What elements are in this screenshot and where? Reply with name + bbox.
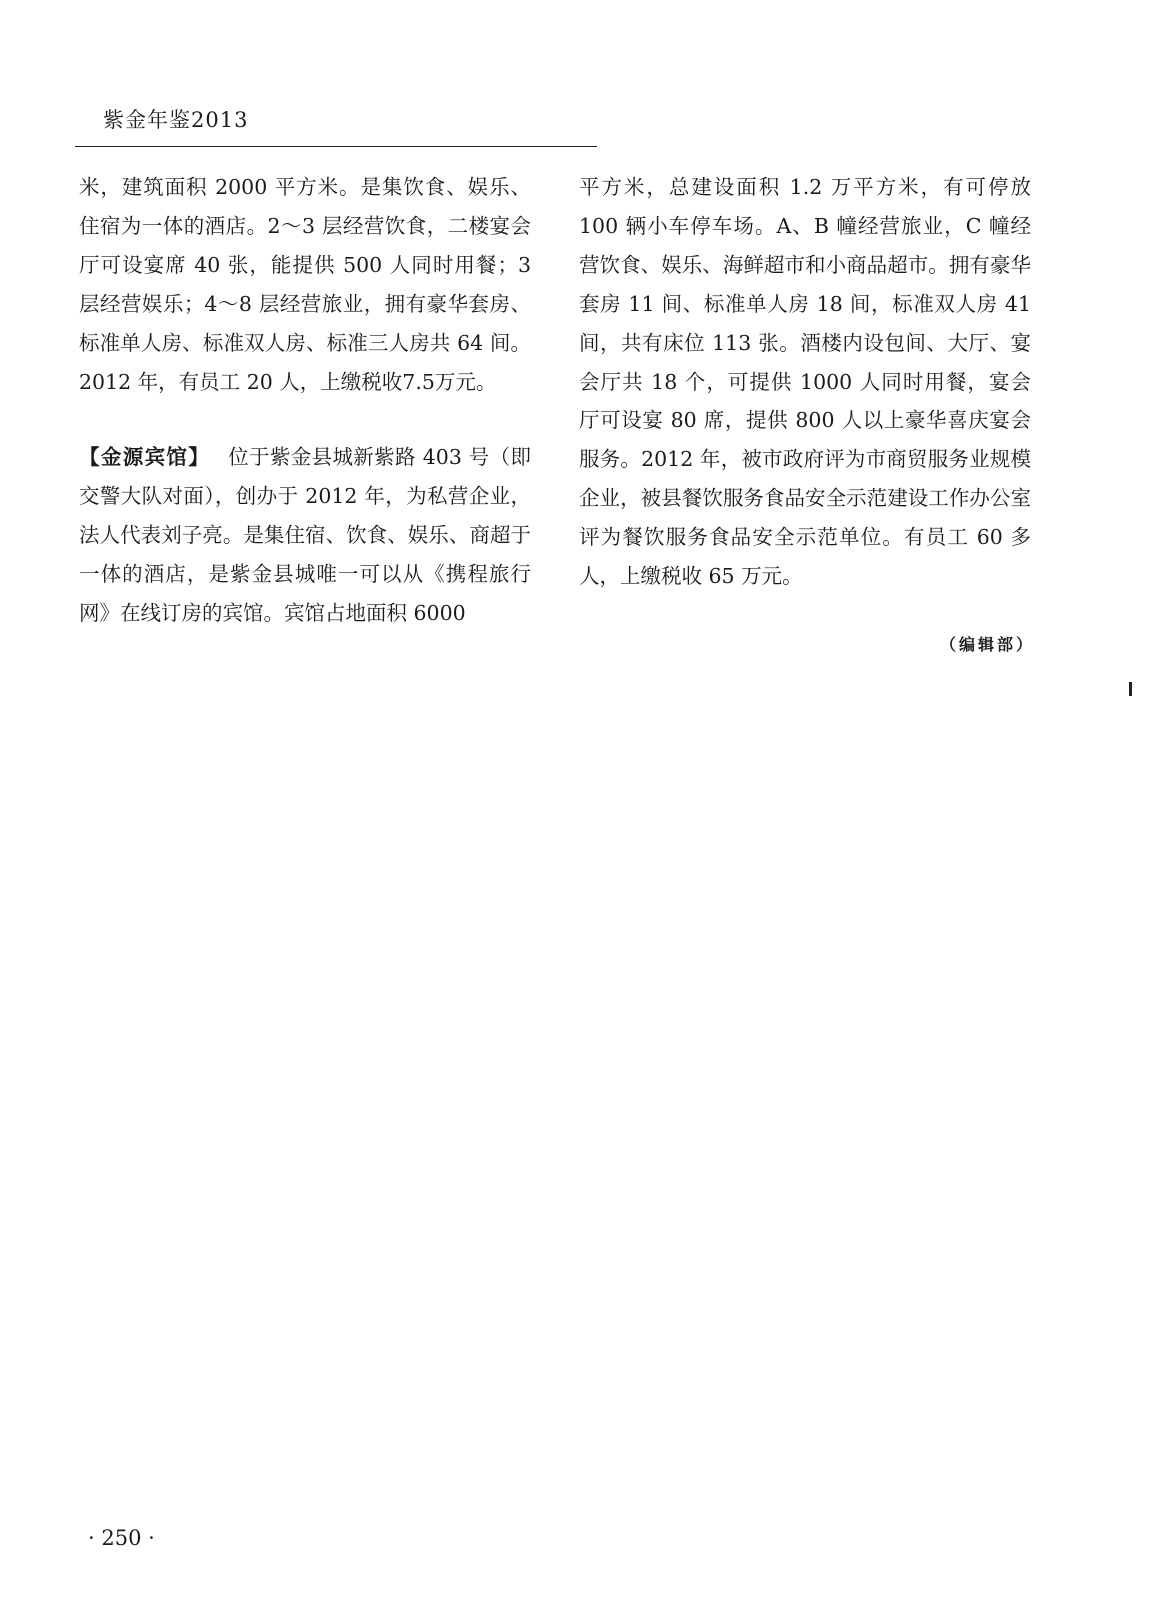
paragraph-continuation: 米，建筑面积 2000 平方米。是集饮食、娱乐、住宿为一体的酒店。2～3 层经营饮食，二楼宴会厅可设宴席 40 张，能提供 500 人同时用餐；3 层经营娱乐；4～8 层经营旅业，拥有豪华套房、标准单人房、标准双人房、标准三人房共 64 间。2012 年，有员工 20 人，上缴税收7.5万元。 [79,175,531,394]
left-column [79,168,531,633]
scan-mark [1129,682,1132,696]
entry-body: 位于紫金县城新紫路 403 号（即交警大队对面），创办于 2012 年，为私营企业，法人代表刘子亮。是集住宿、饮食、娱乐、商超于一体的酒店，是紫金县城唯一可以从《携程旅行网》在线订房的宾馆。宾馆占地面积 6000 [79,445,531,626]
paragraph-continuation-right: 平方米，总建设面积 1.2 万平方米，有可停放 100 辆小车停车场。A、B 幢经营旅业，C 幢经营饮食、娱乐、海鲜超市和小商品超市。拥有豪华套房 11 间、标准单人房 18 间，标准双人房 41 间，共有床位 113 张。酒楼内设包间、大厅、宴会厅共 18 个，可提供 1000 人同时用餐，宴会厅可设宴 80 席，提供 800 人以上豪华喜庆宴会服务。2012 年，被市政府评为市商贸服务业规模企业，被县餐饮服务食品安全示范建设工作办公室评为餐饮服务食品安全示范单位。有员工 60 多人，上缴税收 65 万元。 [579,175,1031,589]
header-rule [75,146,597,147]
entry-jinyuan-hotel [79,438,531,633]
running-header: 紫金年鉴2013 [103,108,249,132]
attribution: （编辑部） [940,635,1036,654]
page-number: · 250 · [88,1526,155,1550]
entry-title: 【金源宾馆】 [79,445,211,470]
right-column [579,168,1031,596]
